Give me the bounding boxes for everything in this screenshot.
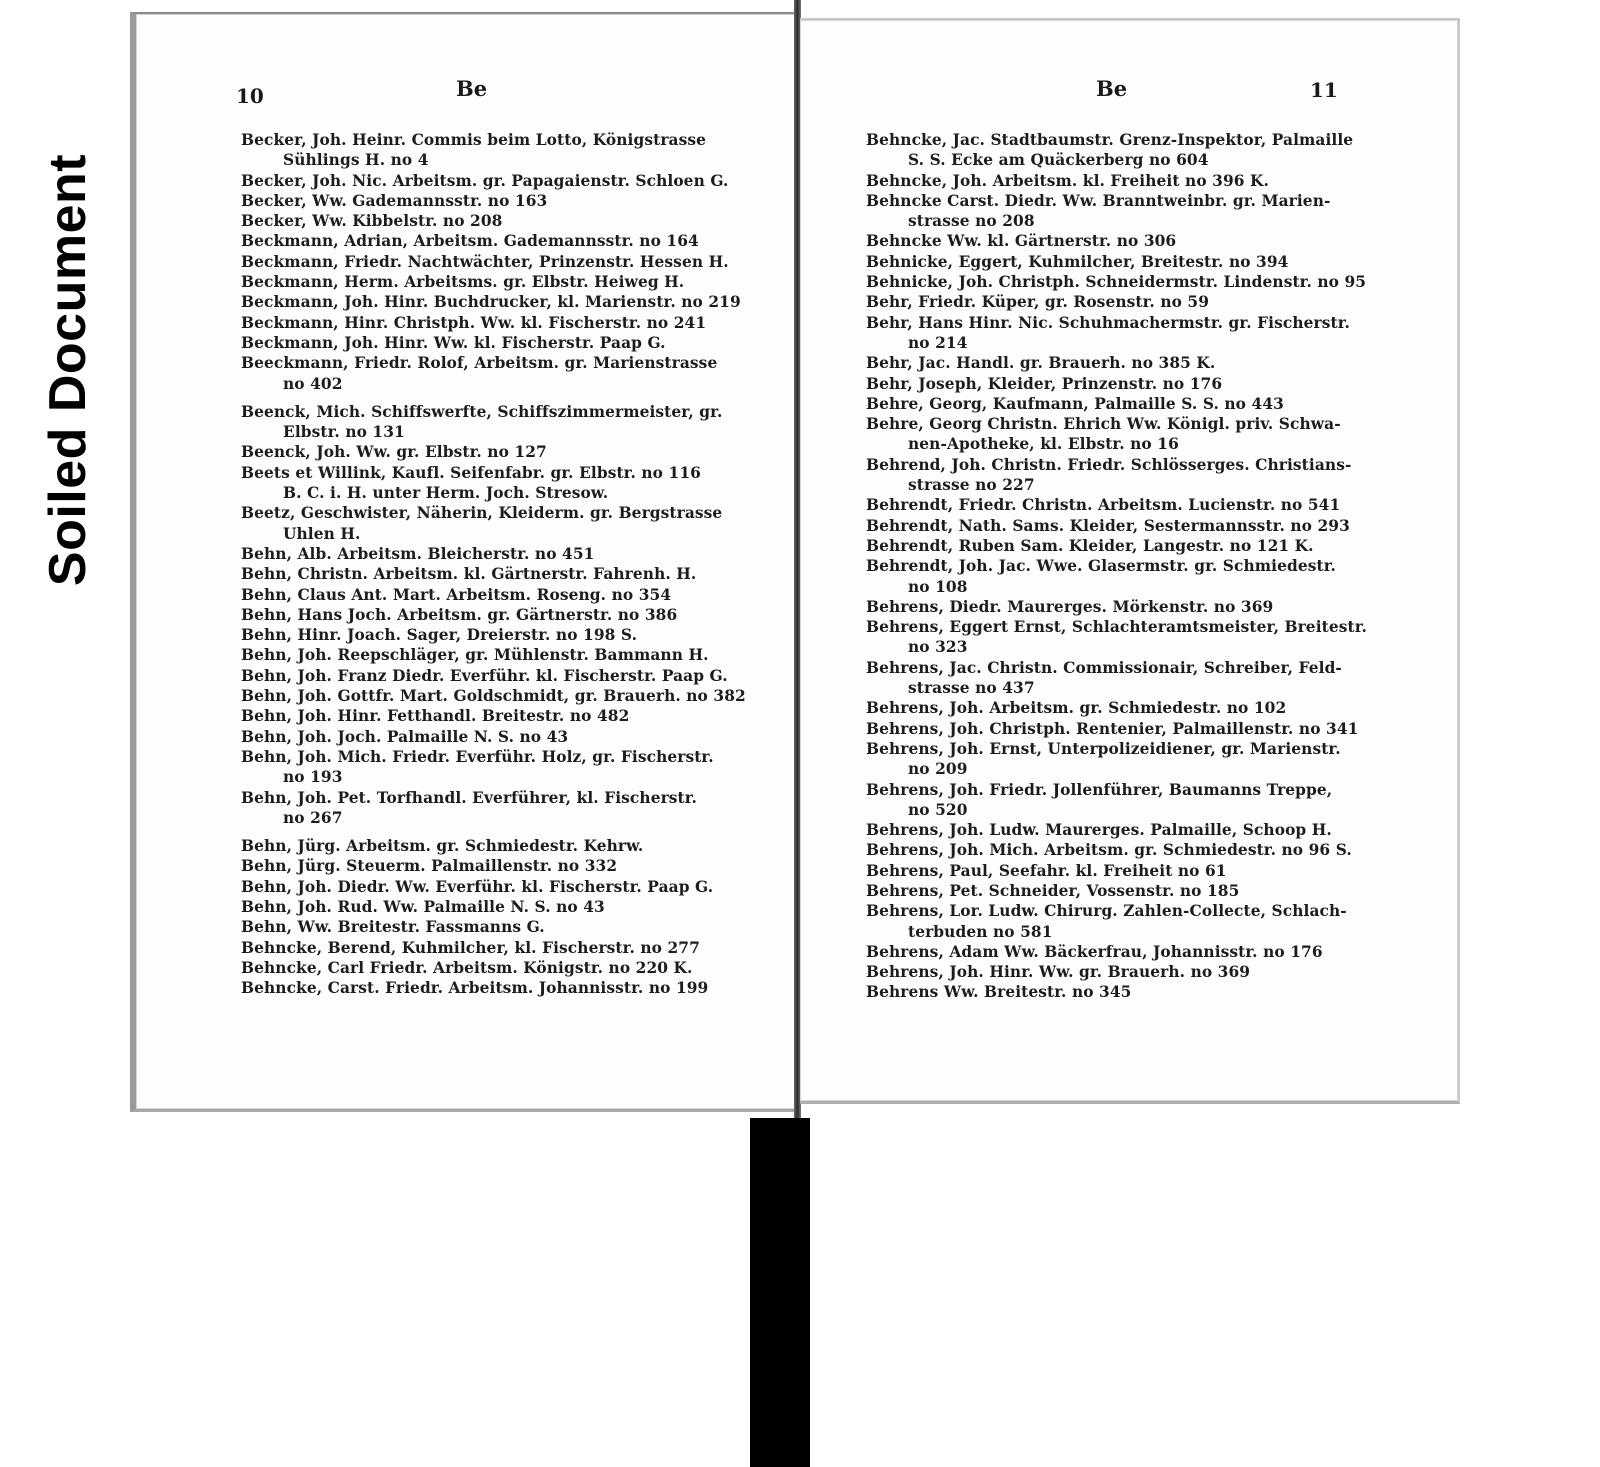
entry-line: Behr, Jac. Handl. gr. Brauerh. no 385 K. [866,354,1216,373]
entry-continuation-line: terbuden no 581 [908,922,1053,941]
directory-entry [241,353,761,394]
entry-line: Behrens Ww. Breitestr. no 345 [866,983,1132,1002]
directory-entry [866,861,1426,881]
directory-entry [241,313,761,333]
directory-entry [241,130,761,171]
directory-entry [866,455,1426,496]
directory-entry [866,292,1426,312]
page-number-right: 11 [1310,78,1338,102]
entry-line: Behn, Joh. Pet. Torfhandl. Everführer, kl. Fischerstr. [241,788,698,807]
directory-entry [866,536,1426,556]
directory-entry [866,191,1426,232]
directory-entry [866,881,1426,901]
entry-line: Behrens, Eggert Ernst, Schlachteramtsmeister, Breitestr. [866,618,1367,637]
entry-line: Behn, Hans Joch. Arbeitsm. gr. Gärtnerstr. no 386 [241,605,678,624]
entry-continuation-line: no 323 [908,638,968,657]
directory-entry [241,292,761,312]
document-condition-label [40,110,96,630]
directory-entry [241,788,761,829]
directory-entry [241,252,761,272]
entry-continuation-line: no 267 [283,808,343,827]
entry-line: Beets et Willink, Kaufl. Seifenfabr. gr. Elbstr. no 116 [241,463,701,482]
entry-line: Behrens, Joh. Ernst, Unterpolizeidiener, gr. Marienstr. [866,739,1341,758]
directory-entry [241,645,761,665]
entry-line: Beckmann, Herm. Arbeitsms. gr. Elbstr. Heiweg H. [241,273,685,292]
directory-entry [866,780,1426,821]
directory-entry [866,658,1426,699]
directory-entry [866,982,1426,1002]
entry-line: Beenck, Joh. Ww. gr. Elbstr. no 127 [241,443,547,462]
entry-line: Behn, Joh. Rud. Ww. Palmaille N. S. no 43 [241,897,605,916]
directory-entry [866,942,1426,962]
entry-line: Behr, Joseph, Kleider, Prinzenstr. no 176 [866,374,1223,393]
entry-line: Behrens, Jac. Christn. Commissionair, Schreiber, Feld- [866,658,1342,677]
entry-continuation-line: Elbstr. no 131 [283,423,405,442]
entry-line: Behn, Alb. Arbeitsm. Bleicherstr. no 451 [241,544,595,563]
directory-entry [241,978,761,998]
entry-continuation-line: no 520 [908,800,968,819]
entry-line: Behn, Hinr. Joach. Sager, Dreierstr. no 198 S. [241,626,638,645]
directory-entry [241,585,761,605]
directory-entry [241,564,761,584]
entry-line: Beenck, Mich. Schiffswerfte, Schiffszimmermeister, gr. [241,402,723,421]
entry-line: Beckmann, Joh. Hinr. Buchdrucker, kl. Marienstr. no 219 [241,293,741,312]
entry-line: Behn, Joh. Reepschläger, gr. Mühlenstr. Bammann H. [241,646,709,665]
directory-entry [241,544,761,564]
directory-entry [241,211,761,231]
entry-continuation-line: no 214 [908,333,968,352]
directory-entry [866,313,1426,354]
entry-line: Becker, Joh. Heinr. Commis beim Lotto, Königstrasse [241,131,707,149]
directory-entry [241,836,761,856]
directory-entry [241,727,761,747]
entry-line: Behncke Carst. Diedr. Ww. Branntweinbr. gr. Marien- [866,191,1331,210]
directory-entry [866,394,1426,414]
entry-line: Behrendt, Friedr. Christn. Arbeitsm. Lucienstr. no 541 [866,496,1341,515]
page-number-left: 10 [236,84,264,108]
entry-spacer [241,828,761,836]
entry-line: Behrendt, Joh. Jac. Wwe. Glasermstr. gr. Schmiedestr. [866,557,1336,576]
directory-entry [866,374,1426,394]
entry-line: Becker, Ww. Gademannsstr. no 163 [241,191,548,210]
entry-line: Behn, Claus Ant. Mart. Arbeitsm. Roseng. no 354 [241,585,672,604]
entry-line: Behrens, Joh. Mich. Arbeitsm. gr. Schmiedestr. no 96 S. [866,841,1352,860]
entry-line: Behn, Joh. Joch. Palmaille N. S. no 43 [241,727,569,746]
directory-entry [241,706,761,726]
entry-line: Becker, Ww. Kibbelstr. no 208 [241,212,503,231]
entry-line: Behnicke, Eggert, Kuhmilcher, Breitestr. no 394 [866,252,1289,271]
directory-entry [241,958,761,978]
entry-continuation-line: no 209 [908,760,968,779]
entry-line: Behrens, Joh. Ludw. Maurerges. Palmaille, Schoop H. [866,821,1332,840]
entry-line: Behn, Jürg. Arbeitsm. gr. Schmiedestr. Kehrw. [241,837,644,856]
right-page [800,18,1460,1104]
entry-line: Beckmann, Joh. Hinr. Ww. kl. Fischerstr. Paap G. [241,333,666,352]
entry-line: Behrens, Lor. Ludw. Chirurg. Zahlen-Collecte, Schlach- [866,902,1347,921]
directory-entry [241,856,761,876]
entry-line: Beckmann, Adrian, Arbeitsm. Gademannsstr. no 164 [241,232,699,251]
entry-continuation-line: S. S. Ecke am Quäckerberg no 604 [908,151,1209,170]
entry-line: Behrens, Pet. Schneider, Vossenstr. no 185 [866,881,1240,900]
directory-entry [241,191,761,211]
directory-entry [866,171,1426,191]
directory-entry [241,463,761,504]
directory-entry [866,353,1426,373]
entry-line: Behnicke, Joh. Christph. Schneidermstr. Lindenstr. no 95 [866,273,1367,292]
entry-line: Behrens, Joh. Christph. Rentenier, Palmaillenstr. no 341 [866,719,1359,738]
directory-entry [866,597,1426,617]
entry-line: Behrens, Joh. Friedr. Jollenführer, Baumanns Treppe, [866,780,1333,799]
left-page [130,12,798,1112]
directory-entry [866,739,1426,780]
directory-entry [866,901,1426,942]
entry-line: Behr, Hans Hinr. Nic. Schuhmachermstr. gr. Fischerstr. [866,313,1350,332]
entry-line: Behn, Joh. Hinr. Fetthandl. Breitestr. no 482 [241,707,630,726]
entry-line: Becker, Joh. Nic. Arbeitsm. gr. Papagaienstr. Schloen G. [241,171,729,190]
entry-line: Behr, Friedr. Küper, gr. Rosenstr. no 59 [866,293,1210,312]
directory-entry [241,938,761,958]
entry-line: Behrens, Joh. Arbeitsm. gr. Schmiedestr. no 102 [866,699,1287,718]
entry-line: Beetz, Geschwister, Näherin, Kleiderm. gr. Bergstrasse [241,504,723,523]
entry-line: Beeckmann, Friedr. Rolof, Arbeitsm. gr. Marienstrasse [241,354,718,373]
entry-line: Beckmann, Friedr. Nachtwächter, Prinzenstr. Hessen H. [241,252,729,271]
entry-line: Behn, Joh. Franz Diedr. Everführ. kl. Fischerstr. Paap G. [241,666,728,685]
directory-entry [866,231,1426,251]
entry-line: Behrens, Diedr. Maurerges. Mörkenstr. no 369 [866,597,1274,616]
entry-line: Behrendt, Nath. Sams. Kleider, Sestermannsstr. no 293 [866,516,1350,535]
directory-entry [866,272,1426,292]
directory-entry [241,442,761,462]
entry-continuation-line: no 193 [283,768,343,787]
directory-entry [241,503,761,544]
directory-entry [241,625,761,645]
entry-line: Behn, Joh. Gottfr. Mart. Goldschmidt, gr. Brauerh. no 382 [241,687,746,706]
entry-line: Behrend, Joh. Christn. Friedr. Schlösserges. Christians- [866,455,1352,474]
entry-line: Behrens, Joh. Hinr. Ww. gr. Brauerh. no 369 [866,963,1251,982]
directory-entry [866,698,1426,718]
entry-continuation-line: no 402 [283,374,343,393]
entry-continuation-line: strasse no 227 [908,476,1035,495]
entry-line: Behn, Christn. Arbeitsm. kl. Gärtnerstr. Fahrenh. H. [241,565,697,584]
directory-entry [866,556,1426,597]
book-spine-shadow [750,1118,810,1467]
side-label-text: Soiled Document [39,153,97,587]
directory-entry [241,897,761,917]
entry-continuation-line: strasse no 208 [908,212,1035,231]
entry-line: Behncke, Jac. Stadtbaumstr. Grenz-Inspektor, Palmaille [866,131,1354,149]
directory-entry [866,840,1426,860]
entry-line: Beckmann, Hinr. Christph. Ww. kl. Fischerstr. no 241 [241,313,707,332]
directory-entry [241,877,761,897]
entry-line: Behre, Georg, Kaufmann, Palmaille S. S. no 443 [866,394,1284,413]
directory-entry [866,130,1426,171]
directory-entry [866,617,1426,658]
entry-line: Behrens, Paul, Seefahr. kl. Freiheit no 61 [866,861,1227,880]
directory-entry [241,917,761,937]
running-head-left: Be [456,76,488,101]
entry-line: Behncke, Carl Friedr. Arbeitsm. Königstr. no 220 K. [241,958,693,977]
entry-line: Behncke, Carst. Friedr. Arbeitsm. Johannisstr. no 199 [241,979,709,998]
entry-continuation-line: Sühlings H. no 4 [283,151,429,170]
entry-line: Behn, Joh. Mich. Friedr. Everführ. Holz, gr. Fischerstr. [241,747,714,766]
directory-entry [241,171,761,191]
directory-entry [241,605,761,625]
directory-entry [241,747,761,788]
directory-entry [241,333,761,353]
entry-continuation-line: no 108 [908,577,968,596]
entry-line: Behre, Georg Christn. Ehrich Ww. Königl. priv. Schwa- [866,415,1341,434]
directory-entry [866,516,1426,536]
directory-entry [866,820,1426,840]
entry-continuation-line: Uhlen H. [283,524,361,543]
entry-continuation-line: strasse no 437 [908,679,1035,698]
directory-entry [241,272,761,292]
directory-entry [241,686,761,706]
entry-continuation-line: B. C. i. H. unter Herm. Joch. Stresow. [283,484,609,503]
directory-entry [866,414,1426,455]
left-entry-list [241,130,761,998]
entry-line: Behn, Jürg. Steuerm. Palmaillenstr. no 332 [241,857,618,876]
directory-entry [241,666,761,686]
entry-line: Behrens, Adam Ww. Bäckerfrau, Johannisstr. no 176 [866,942,1323,961]
entry-line: Behn, Ww. Breitestr. Fassmanns G. [241,918,545,937]
directory-entry [866,962,1426,982]
entry-line: Behn, Joh. Diedr. Ww. Everführ. kl. Fischerstr. Paap G. [241,877,714,896]
entry-line: Behncke, Joh. Arbeitsm. kl. Freiheit no 396 K. [866,171,1269,190]
entry-line: Behrendt, Ruben Sam. Kleider, Langestr. no 121 K. [866,536,1314,555]
entry-line: Behncke, Berend, Kuhmilcher, kl. Fischerstr. no 277 [241,938,700,957]
directory-entry [241,402,761,443]
running-head-right: Be [1096,76,1128,101]
directory-entry [241,231,761,251]
directory-entry [866,252,1426,272]
right-entry-list [866,130,1426,1003]
directory-entry [866,719,1426,739]
entry-continuation-line: nen-Apotheke, kl. Elbstr. no 16 [908,435,1179,454]
entry-line: Behncke Ww. kl. Gärtnerstr. no 306 [866,232,1177,251]
directory-entry [866,495,1426,515]
entry-spacer [241,394,761,402]
